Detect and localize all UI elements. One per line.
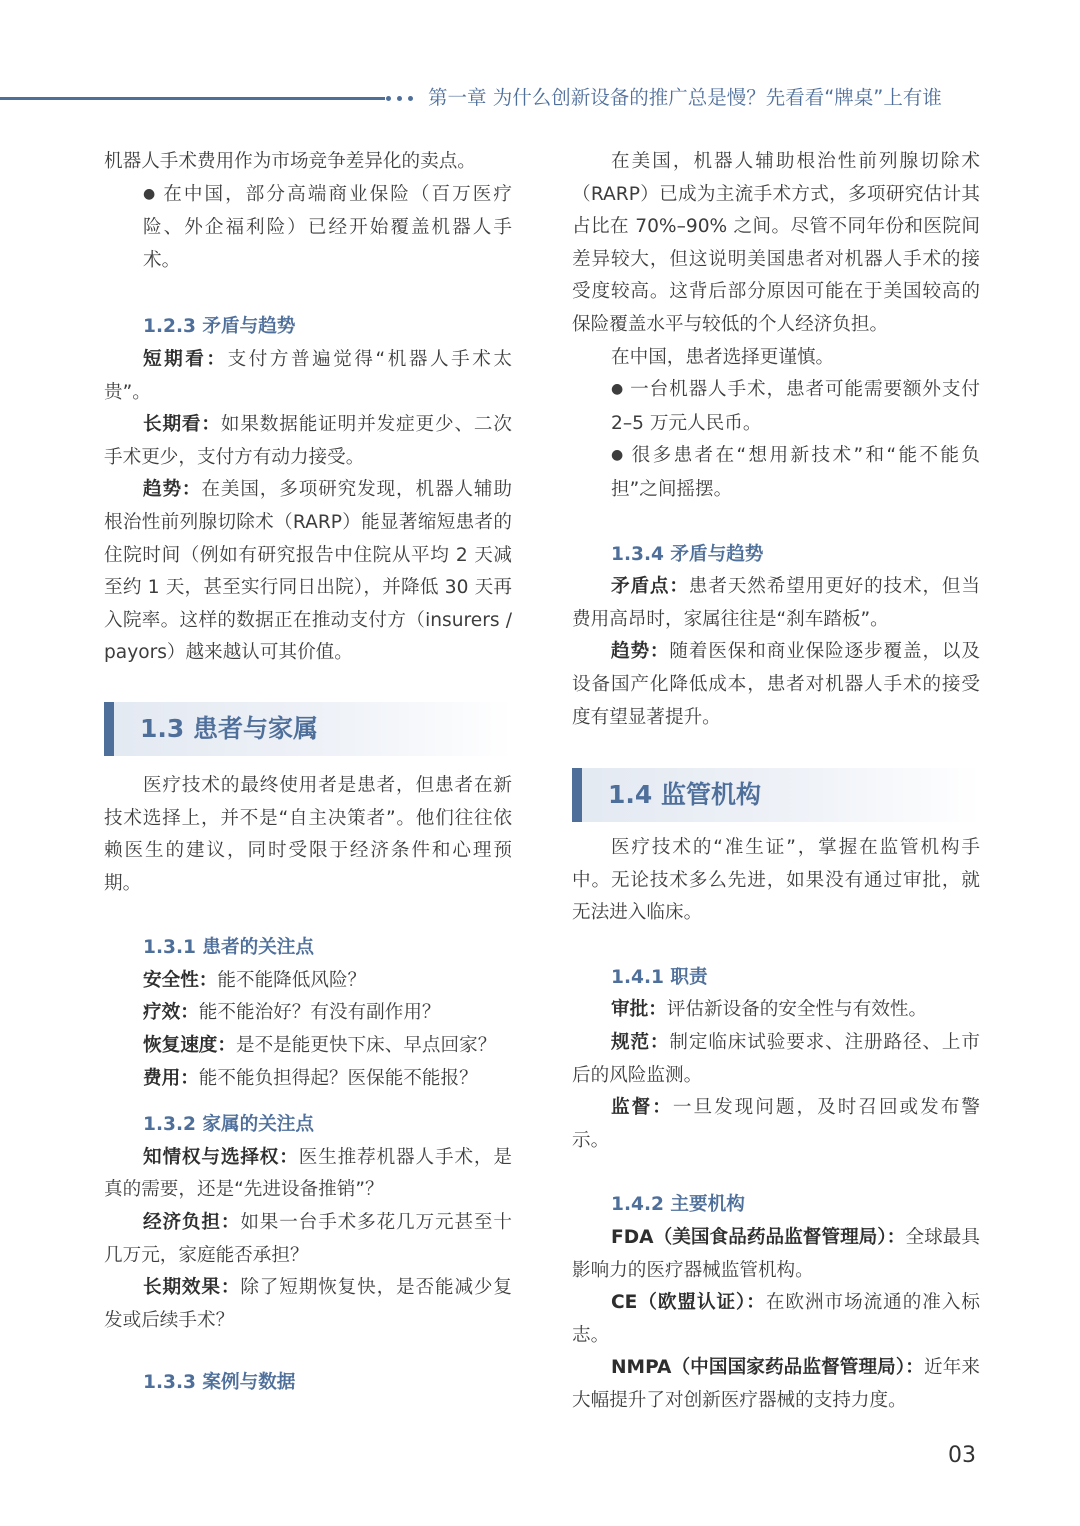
heading-1-3-1: 1.3.1 患者的关注点 xyxy=(143,937,314,959)
regulators-intro: 医疗技术的“准生证”，掌握在监管机构手中。无论技术多么先进，如果没有通过审批，就无法进入临床。 xyxy=(572,837,980,924)
efficacy-paragraph xyxy=(104,997,512,1030)
page-number: 03 xyxy=(948,1443,976,1468)
heading-1-2-3: 1.2.3 矛盾与趋势 xyxy=(143,316,296,338)
trend-paragraph xyxy=(104,474,512,670)
short-term-text: 支付方普遍觉得“机器人手术太贵”。 xyxy=(104,348,512,403)
heading-1-3-2: 1.3.2 家属的关注点 xyxy=(143,1114,314,1136)
recovery-text: 是不是能更快下床、早点回家？ xyxy=(235,1035,497,1057)
conflict-paragraph xyxy=(572,571,980,636)
long-term-effect-paragraph xyxy=(104,1272,512,1337)
economic-burden-paragraph xyxy=(104,1207,512,1272)
nmpa-paragraph xyxy=(572,1352,980,1417)
cost-label: 费用： xyxy=(143,1067,199,1089)
short-term-paragraph xyxy=(104,344,512,409)
consent-text: 医生推荐机器人手术，是真的需要，还是“先进设备推销”？ xyxy=(104,1146,512,1201)
supervision-text: 一旦发现问题，及时召回或发布警示。 xyxy=(572,1097,980,1151)
long-term-effect-text: 除了短期恢复快，是否能减少复发或后续手术？ xyxy=(104,1277,512,1331)
paragraph-continued: 机器人手术费用作为市场竞争差异化的卖点。 xyxy=(104,151,476,172)
consent-label: 知情权与选择权： xyxy=(143,1146,299,1168)
heading-1-3-4: 1.3.4 矛盾与趋势 xyxy=(611,543,764,565)
heading-1-4-1: 1.4.1 职责 xyxy=(611,966,708,988)
fda-label: FDA（美国食品药品监督管理局）： xyxy=(611,1227,906,1249)
us-rarp-paragraph: 在美国，机器人辅助根治性前列腺切除术（RARP）已成为主流手术方式，多项研究估计其占比在 70%–90% 之间。尽管不同年份和医院间差异较大，但这说明美国患者对机器人手术的接受度较高。这背后部分原因可能在于美国较高的保险覆盖水平与较低的个人经济负担。 xyxy=(572,151,980,335)
consent-paragraph xyxy=(104,1142,512,1207)
trend-paragraph-right xyxy=(572,636,980,734)
norms-label: 规范： xyxy=(611,1032,670,1054)
efficacy-text: 能不能治好？有没有副作用？ xyxy=(198,1002,441,1024)
header-dots xyxy=(386,91,413,105)
norms-text: 制定临床试验要求、注册路径、上市后的风险监测。 xyxy=(572,1032,980,1086)
cost-paragraph xyxy=(104,1063,512,1096)
china-cautious-paragraph: 在中国，患者选择更谨慎。 xyxy=(611,346,835,368)
conflict-text: 患者天然希望用更好的技术，但当费用高昂时，家属往往是“刹车踏板”。 xyxy=(572,576,980,630)
right-column xyxy=(572,146,980,1418)
ce-label: CE（欧盟认证）： xyxy=(611,1292,766,1314)
cost-text: 能不能负担得起？医保能不能报？ xyxy=(198,1067,478,1089)
section-title-1-4: 1.4 监管机构 xyxy=(608,780,761,810)
economic-burden-text: 如果一台手术多花几万元甚至十几万元，家庭能否承担？ xyxy=(104,1212,512,1266)
section-heading-1-3 xyxy=(104,702,512,756)
header-rule xyxy=(0,97,385,100)
nmpa-label: NMPA（中国国家药品监督管理局）： xyxy=(611,1357,924,1379)
ce-text: 在欧洲市场流通的准入标志。 xyxy=(572,1292,980,1346)
long-term-label: 长期看： xyxy=(143,414,221,436)
approval-label: 审批： xyxy=(611,999,667,1021)
trend-label-right: 趋势： xyxy=(611,641,670,663)
section-title-1-3: 1.3 患者与家属 xyxy=(140,713,318,743)
conflict-label: 矛盾点： xyxy=(611,576,689,598)
fda-paragraph xyxy=(572,1222,980,1287)
bullet-hesitation: ● 很多患者在“想用新技术”和“能不能负担”之间摇摆。 xyxy=(572,440,980,506)
left-column xyxy=(104,146,512,1400)
long-term-text: 如果数据能证明并发症更少、二次手术更少，支付方有动力接受。 xyxy=(104,414,512,468)
supervision-label: 监督： xyxy=(611,1097,673,1119)
short-term-label: 短期看： xyxy=(143,348,228,370)
approval-paragraph xyxy=(572,994,980,1027)
heading-1-4-2: 1.4.2 主要机构 xyxy=(611,1194,745,1216)
economic-burden-label: 经济负担： xyxy=(143,1212,241,1234)
chapter-header-title: 第一章 为什么创新设备的推广总是慢？先看看“牌桌”上有谁 xyxy=(428,86,942,109)
safety-label: 安全性： xyxy=(143,969,218,991)
trend-label: 趋势： xyxy=(143,479,202,501)
efficacy-label: 疗效： xyxy=(143,1002,199,1024)
approval-text: 评估新设备的安全性与有效性。 xyxy=(666,999,928,1021)
nmpa-text: 近年来大幅提升了对创新医疗器械的支持力度。 xyxy=(572,1357,980,1411)
section-heading-1-4 xyxy=(572,768,980,822)
safety-text: 能不能降低风险？ xyxy=(217,969,367,991)
long-term-effect-label: 长期效果： xyxy=(143,1277,241,1299)
long-term-paragraph xyxy=(104,409,512,474)
recovery-label: 恢复速度： xyxy=(143,1035,236,1057)
norms-paragraph xyxy=(572,1027,980,1092)
bullet-china-insurance: ● 在中国，部分高端商业保险（百万医疗险、外企福利险）已经开始覆盖机器人手术。 xyxy=(104,179,512,278)
recovery-paragraph xyxy=(104,1030,512,1063)
bullet-extra-cost: ● 一台机器人手术，患者可能需要额外支付 2–5 万元人民币。 xyxy=(572,374,980,440)
trend-text-right: 随着医保和商业保险逐步覆盖，以及设备国产化降低成本，患者对机器人手术的接受度有望显著提升。 xyxy=(572,641,980,728)
ce-paragraph xyxy=(572,1287,980,1352)
trend-text: 在美国，多项研究发现，机器人辅助根治性前列腺切除术（RARP）能显著缩短患者的住院时间（例如有研究报告中住院从平均 2 天减至约 1 天，甚至实行同日出院），并降低 30 天再入院率。这样的数据正在推动支付方（insurers / payors）越来越认可其价值。 xyxy=(104,479,512,664)
fda-text: 全球最具影响力的医疗器械监管机构。 xyxy=(572,1227,980,1281)
supervision-paragraph xyxy=(572,1092,980,1157)
patients-intro: 医疗技术的最终使用者是患者，但患者在新技术选择上，并不是“自主决策者”。他们往往依赖医生的建议，同时受限于经济条件和心理预期。 xyxy=(104,774,512,894)
safety-paragraph xyxy=(104,965,512,998)
heading-1-3-3: 1.3.3 案例与数据 xyxy=(143,1372,296,1394)
